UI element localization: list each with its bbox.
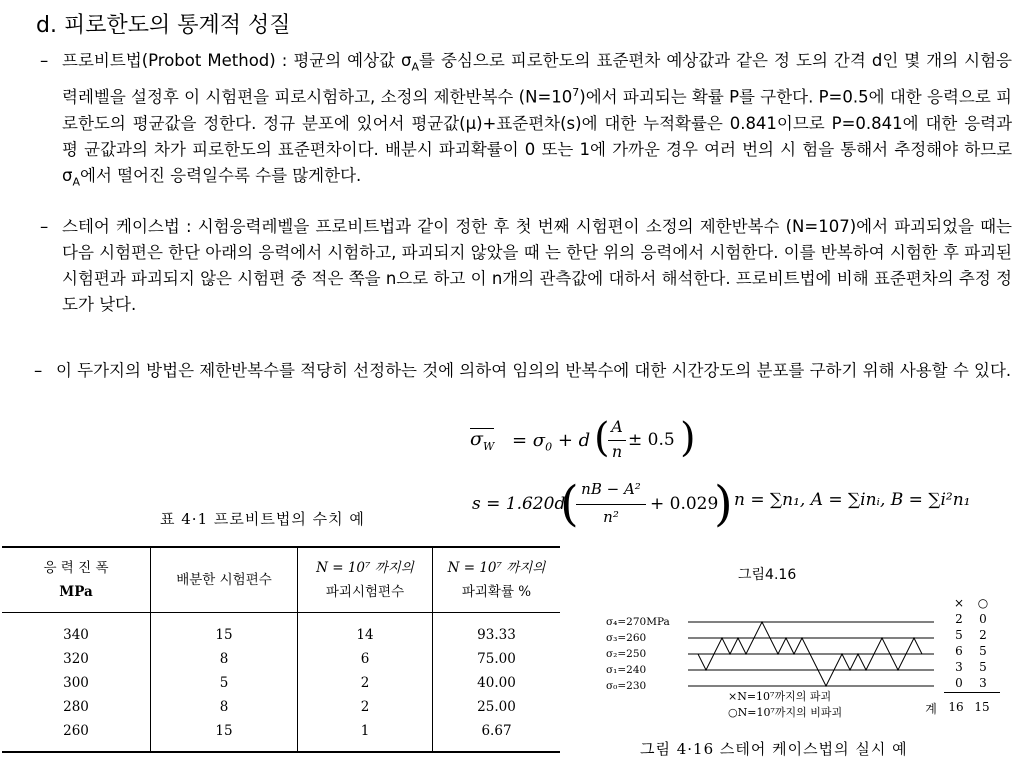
table-caption: 표 4·1 프로비트법의 수치 예 (160, 510, 365, 528)
text-line: 험을 통해서 추정해야 하므로 σ (62, 139, 1013, 185)
text-line: 스테어 케이스법 : 시험응력레벨을 프로비트법과 같이 정한 후 첫 번째 시험편이 소정의 제한반복수 (62, 217, 780, 236)
total-label: 계 (925, 702, 937, 716)
probit-method-paragraph (40, 48, 1012, 195)
table-row (2, 647, 560, 671)
table-cell: 6 (298, 647, 433, 671)
table-cell: 2 (298, 695, 433, 719)
formula-std (472, 478, 732, 534)
fraction-denominator: n² (603, 508, 619, 526)
table-row (2, 695, 560, 719)
stress-label: σ₄=270MPa (606, 616, 670, 628)
superscript: 7 (572, 86, 580, 100)
fraction-bar (576, 504, 646, 505)
count-cell: 6 (955, 644, 963, 658)
figure-top-caption: 그림4.16 (738, 567, 797, 583)
table-cell: 280 (63, 699, 89, 715)
text-line: 균값과의 차가 피로한도의 표준편차이다. 배분시 파괴확률이 0 또는 1에 가까운 경우 여러 번의 시 (84, 139, 797, 159)
count-cell: 3 (955, 660, 963, 674)
table-cell: 6.67 (433, 719, 561, 752)
text-line: 는 한단 위의 응력에서 시험한다. 이를 반복하여 시험한 후 파괴된 시험편과 파괴되지 않은 시험편 (62, 243, 1012, 288)
table-cell: 320 (63, 651, 89, 667)
count-cell: 0 (979, 612, 987, 626)
bullet-dash: – (40, 217, 49, 236)
text-line: 중 적은 쪽을 n으로 하고 이 n개의 관측값에 대하서 해석한다. 프로비트법에 비해 표준편차의 추정 (290, 269, 991, 288)
table-cell: 14 (298, 613, 433, 648)
formula-sums: n = ∑n₁, A = ∑inᵢ, B = ∑i²n₁ (734, 490, 971, 510)
fraction-denominator: n (611, 442, 623, 461)
table-cell: 2 (298, 671, 433, 695)
table-cell: 15 (151, 719, 298, 752)
count-cell: 5 (979, 644, 987, 658)
probit-table (2, 546, 560, 753)
formula-tail: + 0.029 (650, 494, 719, 514)
stress-label: σ₁=240 (606, 664, 647, 676)
section-title: d. 피로한도의 통계적 성질 (36, 13, 291, 38)
header-allocated: 배분한 시험편수 (151, 547, 298, 613)
count-cell: 5 (979, 660, 987, 674)
table-cell: 15 (151, 613, 298, 648)
table-cell: 40.00 (433, 671, 561, 695)
count-cell: 2 (979, 628, 987, 642)
right-paren: ) (714, 476, 733, 532)
text-line: (N=10 (518, 87, 573, 107)
table-row (2, 671, 560, 695)
table-cell: 260 (2, 719, 151, 752)
text-line: (N=107)에서 파괴되었을 때는 다음 시험편은 한단 아래의 응력에서 시험하고, 파괴되지 않았을 때 (62, 217, 1012, 262)
stress-label: σ₀=230 (606, 680, 647, 692)
table-cell: 340 (63, 627, 89, 643)
left-paren: ( (594, 415, 610, 461)
text-line: 에서 떨어진 응력일수록 수를 많게한다. (80, 165, 362, 185)
count-cell: 5 (955, 628, 963, 642)
figure-caption: 그림 4·16 스테어 케이스법의 실시 예 (640, 740, 908, 758)
text-line: 분포에 있어서 평균값(μ)+표준편차(s)에 대한 누적확률은 0.841이므로 P=0.841에 대한 응력과 평 (62, 113, 1013, 159)
text-line: 를 중심으로 피로한도의 표준편차 예상값과 같은 정 (419, 51, 790, 70)
table-cell: 8 (151, 695, 298, 719)
text-line: )에서 파괴되는 확률 P를 구한다. P=0.5에 대한 응력으로 피로한도의 평균값을 정한다. 정규 (62, 87, 1012, 133)
fraction-bar (608, 440, 626, 441)
header-stress: 응 력 진 폭 MPa (2, 547, 151, 613)
text-line: 분포를 구하기 위해 사용할 수 있다. (756, 361, 1012, 380)
header-probability: N = 10⁷ 까지의 파괴확률 % (433, 547, 561, 613)
text-line: 도의 간격 d인 몇 개의 시험응력레벨을 설정후 이 시험편을 피로시험하고, 소정의 제한반복수 (62, 51, 1012, 107)
formula-rhs: = $\sigma_0 + d$ (512, 430, 591, 454)
stress-label: σ₃=260 (606, 632, 647, 644)
legend-survival: ○N=10⁷까지의 비파괴 (728, 706, 843, 719)
bullet-dash: – (34, 361, 43, 380)
formula-lhs: $\sigma_W$ (470, 428, 494, 457)
table-cell: 1 (298, 719, 433, 752)
fraction-numerator: A (611, 417, 623, 436)
table-row (2, 613, 560, 648)
usage-paragraph (34, 358, 1012, 384)
count-header-survival: ○ (977, 596, 989, 610)
formula-tail: ± 0.5 (628, 430, 675, 450)
table-cell: 93.33 (433, 613, 561, 648)
table-cell: 75.00 (433, 647, 561, 671)
text-line: 이 두가지의 방법은 제한반복수를 적당히 선정하는 것에 의하여 임의의 반복수에 대한 시간강도의 (56, 361, 752, 380)
text-line: 프로비트법(Probot Method) : 평균의 예상값 σ (62, 51, 412, 70)
count-header-failure: × (953, 596, 965, 610)
left-paren: ( (560, 476, 579, 532)
totals-divider (944, 692, 1000, 693)
right-paren: ) (680, 415, 696, 461)
stress-label: σ₂=250 (606, 648, 647, 660)
formula-lhs: s = 1.620d (472, 494, 566, 514)
subscript: A (72, 175, 80, 189)
table-cell: 8 (151, 647, 298, 671)
table-row (2, 719, 560, 752)
table-cell: 25.00 (433, 695, 561, 719)
staircase-plot (686, 610, 936, 690)
count-cell: 2 (955, 612, 963, 626)
total-failure: 16 (948, 700, 964, 714)
table-cell: 5 (151, 671, 298, 695)
fraction-numerator: nB − A² (581, 480, 641, 498)
count-cell: 0 (955, 676, 963, 690)
staircase-method-paragraph (40, 214, 1012, 318)
table-cell: 300 (63, 675, 89, 691)
table-header-row (2, 547, 560, 613)
formula-mean (470, 415, 696, 466)
text-line: 정도가 낮다. (62, 269, 1012, 314)
legend-failure: ×N=10⁷까지의 파괴 (728, 690, 832, 703)
count-cell: 3 (979, 676, 987, 690)
subscript: A (411, 60, 420, 74)
header-failed: N = 10⁷ 까지의 파괴시험편수 (298, 547, 433, 613)
bullet-dash: – (40, 51, 49, 70)
total-survival: 15 (974, 700, 990, 714)
